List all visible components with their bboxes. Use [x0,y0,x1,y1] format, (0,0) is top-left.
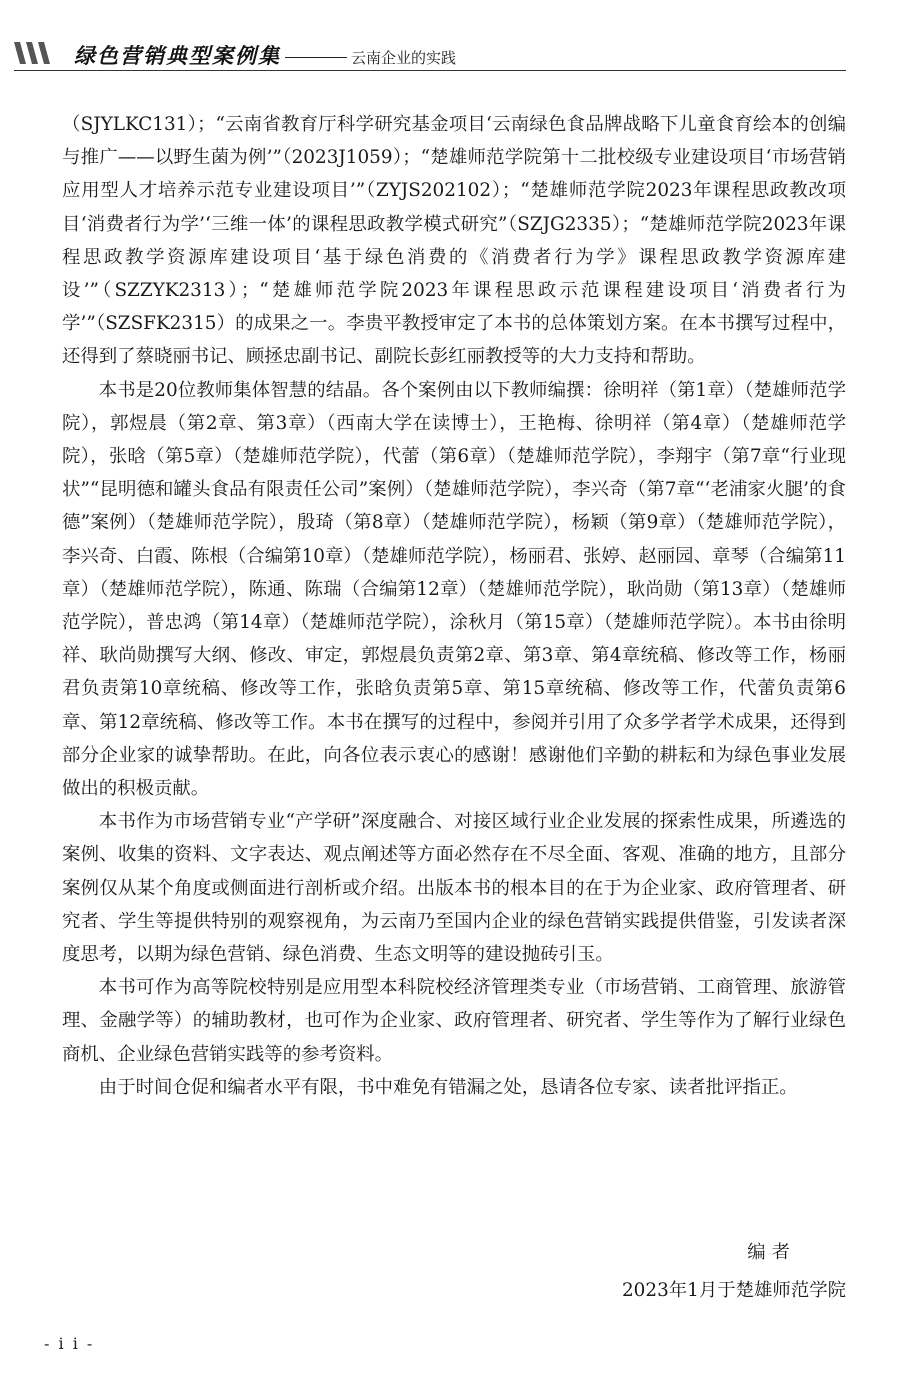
header-stripes-decoration [14,42,62,64]
header-title-line [74,40,456,70]
preface-body [62,108,846,1104]
book-title: 绿色营销典型案例集 [74,43,281,68]
running-header [14,36,846,72]
header-rule [14,70,846,71]
book-subtitle: 云南企业的实践 [351,49,457,67]
header-dash [285,57,317,58]
paragraph-usage: 本书可作为高等院校特别是应用型本科院校经济管理类专业（市场营销、工商管理、旅游管理、金融学等）的辅助教材，也可作为企业家、政府管理者、研究者、学生等作为了解行业绿色商机、企业绿色营销实践等的参考资料。 [62,977,846,1065]
paragraph-continuation: （SJYLKC131）；“云南省教育厅科学研究基金项目‘云南绿色食品牌战略下儿童食育绘本的创编与推广——以野生菌为例’”（2023J1059）；“楚雄师范学院第十二批校级专业建设项目‘市场营销应用型人才培养示范专业建设项目’”（ZYJS202102）；“楚雄师范学院2023年课程思政教改项目‘消费者行为学’‘三维一体’的课程思政教学模式研究”（SZJG2335）；“楚雄师范学院2023年课程思政教学资源库建设项目‘基于绿色消费的《消费者行为学》课程思政教学资源库建设’”（SZZYK2313）；“楚雄师范学院2023年课程思政示范课程建设项目‘消费者行为学’”（SZSFK2315）的成果之一。李贵平教授审定了本书的总体策划方案。在本书撰写过程中，还得到了蔡晓丽书记、顾拯忠副书记、副院长彭红丽教授等的大力支持和帮助。 [62,114,846,368]
signature-date: 2023年1月于楚雄师范学院 [621,1280,846,1301]
header-dash [315,57,347,58]
page-number: - i i - [44,1334,95,1353]
signature-editor: 编者 [747,1242,796,1263]
paragraph-authors: 本书是20位教师集体智慧的结晶。各个案例由以下教师编撰：徐明祥（第1章）（楚雄师范学院），郭煜晨（第2章、第3章）（西南大学在读博士），王艳梅、徐明祥（第4章）（楚雄师范学院），张晗（第5章）（楚雄师范学院），代蕾（第6章）（楚雄师范学院），李翔宇（第7章“行业现状”“昆明德和罐头食品有限责任公司”案例）（楚雄师范学院），李兴奇（第7章“‘老浦家火腿’的食德”案例）（楚雄师范学院），殷琦（第8章）（楚雄师范学院），杨颖（第9章）（楚雄师范学院），李兴奇、白霞、陈根（合编第10章）（楚雄师范学院），杨丽君、张婷、赵丽园、章琴（合编第11章）（楚雄师范学院），陈通、陈瑞（合编第12章）（楚雄师范学院），耿尚勋（第13章）（楚雄师范学院），普忠鸿（第14章）（楚雄师范学院），涂秋月（第15章）（楚雄师范学院）。本书由徐明祥、耿尚勋撰写大纲、修改、审定，郭煜晨负责第2章、第3章、第4章统稿、修改等工作，杨丽君负责第10章统稿、修改等工作，张晗负责第5章、第15章统稿、修改等工作，代蕾负责第6章、第12章统稿、修改等工作。本书在撰写的过程中，参阅并引用了众多学者学术成果，还得到部分企业家的诚挚帮助。在此，向各位表示衷心的感谢！感谢他们辛勤的耕耘和为绿色事业发展做出的积极贡献。 [62,379,846,800]
paragraph-apology: 由于时间仓促和编者水平有限，书中难免有错漏之处，恳请各位专家、读者批评指正。 [98,1076,798,1098]
paragraph-purpose: 本书作为市场营销专业“产学研”深度融合、对接区域行业企业发展的探索性成果，所遴选的案例、收集的资料、文字表达、观点阐述等方面必然存在不尽全面、客观、准确的地方，且部分案例仅从某个角度或侧面进行剖析或介绍。出版本书的根本目的在于为企业家、政府管理者、研究者、学生等提供特别的观察视角，为云南乃至国内企业的绿色营销实践提供借鉴，引发读者深度思考，以期为绿色营销、绿色消费、生态文明等的建设抛砖引玉。 [62,811,846,966]
